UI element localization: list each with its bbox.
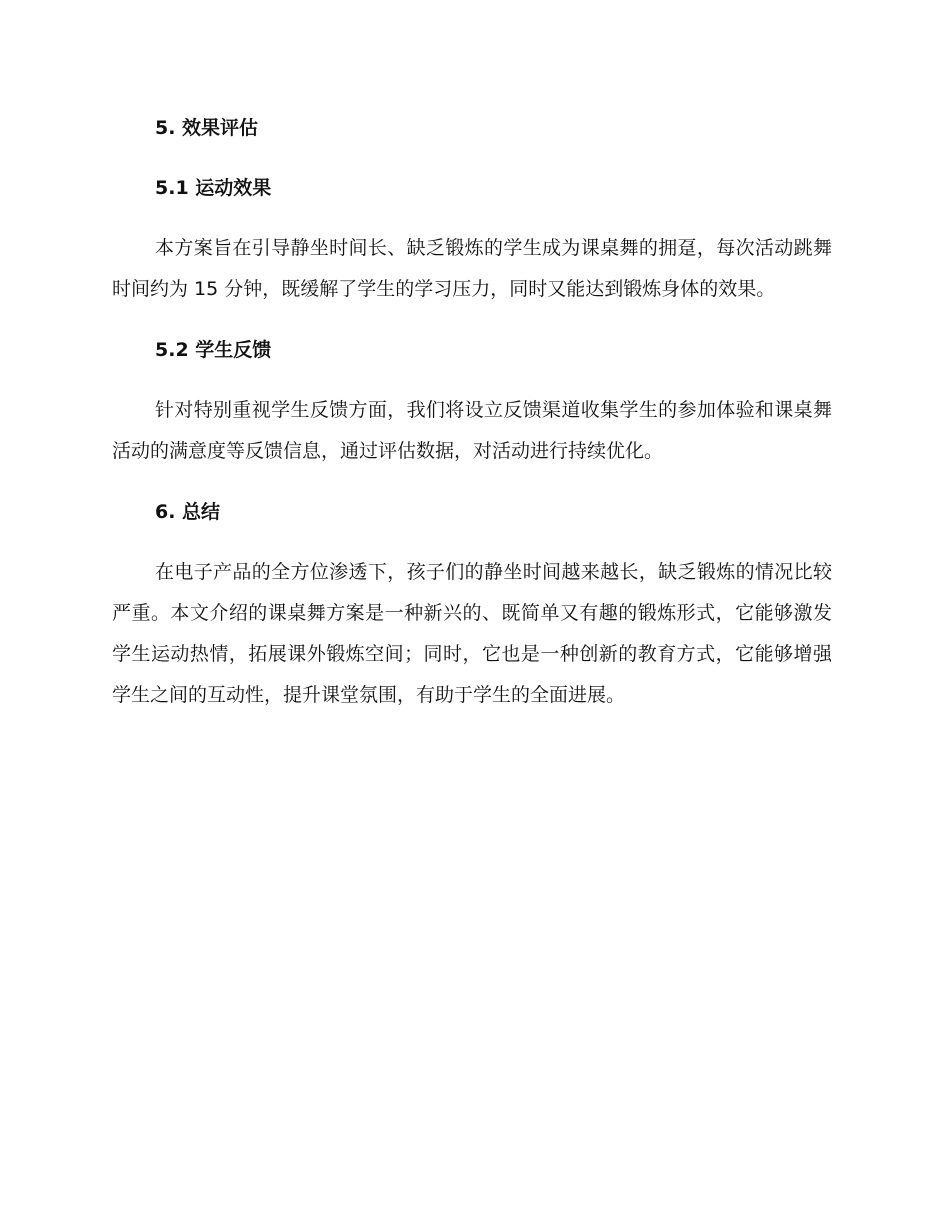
section-heading-6: 6. 总结 bbox=[155, 501, 221, 523]
section-heading-5: 5. 效果评估 bbox=[155, 117, 259, 139]
section-heading-5-2: 5.2 学生反馈 bbox=[155, 339, 272, 361]
paragraph-exercise-effect: 本方案旨在引导静坐时间长、缺乏锻炼的学生成为课桌舞的拥趸，每次活动跳舞时间约为 15 分钟，既缓解了学生的学习压力，同时又能达到锻炼身体的效果。 bbox=[112, 237, 832, 300]
section-heading-5-1: 5.1 运动效果 bbox=[155, 177, 272, 199]
paragraph-student-feedback: 针对特别重视学生反馈方面，我们将设立反馈渠道收集学生的参加体验和课桌舞活动的满意度等反馈信息，通过评估数据，对活动进行持续优化。 bbox=[112, 399, 832, 462]
paragraph-summary: 在电子产品的全方位渗透下，孩子们的静坐时间越来越长，缺乏锻炼的情况比较严重。本文介绍的课桌舞方案是一种新兴的、既简单又有趣的锻炼形式，它能够激发学生运动热情，拓展课外锻炼空间；同时，它也是一种创新的教育方式，它能够增强学生之间的互动性，提升课堂氛围，有助于学生的全面进展。 bbox=[112, 561, 832, 706]
document-page bbox=[112, 108, 832, 736]
